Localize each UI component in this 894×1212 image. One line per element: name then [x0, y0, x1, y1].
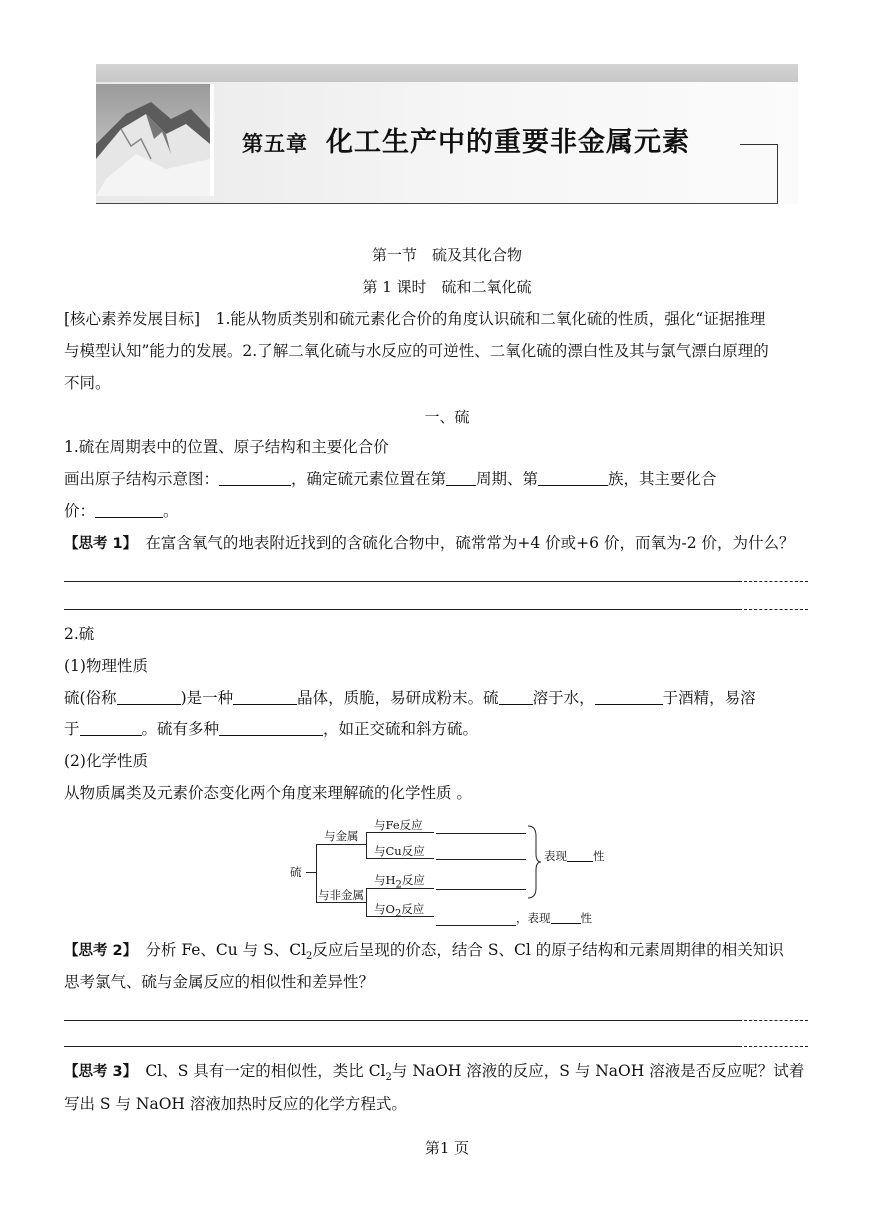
answer-line-dashed [744, 1046, 808, 1047]
chapter-number: 第五章 [242, 132, 308, 156]
answer-blank[interactable] [80, 719, 142, 736]
brace-icon [526, 824, 542, 900]
diagram-connector [306, 872, 316, 873]
think-2-line-1 [64, 940, 784, 967]
answer-line-dashed [744, 609, 808, 610]
diagram-root-sulfur: 硫 [290, 865, 302, 879]
answer-blank[interactable] [567, 850, 593, 862]
think-1-tag: 【思考 1】 [64, 536, 130, 552]
think-2-line-2: 思考氯气、硫与金属反应的相似性和差异性？ [64, 973, 375, 991]
banner-top-bar [96, 64, 798, 82]
diagram-connector [366, 832, 367, 858]
subscript: 2 [306, 951, 313, 963]
answer-line[interactable] [64, 581, 742, 582]
chapter-name: 化工生产中的重要非金属元素 [326, 127, 690, 158]
lesson-title: 第 1 课时 硫和二氧化硫 [362, 278, 532, 296]
subheading-sulfur: 2.硫 [64, 625, 95, 643]
fill-line-valence [64, 501, 179, 521]
reaction-h2 [374, 872, 425, 890]
diagram-connector [316, 844, 317, 902]
text: 溶于水， [532, 689, 595, 707]
mountain-image [96, 84, 214, 196]
answer-line[interactable] [64, 1020, 742, 1021]
text: 与 NaOH 溶液的反应，S 与 NaOH 溶液是否反应呢？试着 [391, 1062, 805, 1080]
chapter-title [242, 120, 690, 159]
think-1-text: 在富含氧气的地表附近找到的含硫化合物中，硫常常为+4 价或+6 价，而氧为-2 价，为什么？ [145, 534, 795, 552]
physical-properties-heading: (1)物理性质 [64, 657, 148, 675]
branch-nonmetal: 与非金属 [318, 888, 364, 902]
answer-blank[interactable] [446, 469, 476, 486]
banner-decor-line-vertical [777, 144, 778, 204]
text: 与H [374, 873, 396, 887]
text: 于酒精，易溶 [662, 689, 756, 707]
answer-line-dashed [744, 1020, 808, 1021]
text: 性 [593, 849, 605, 863]
answer-blank[interactable] [595, 688, 663, 705]
answer-blank[interactable] [436, 889, 526, 890]
fill-line-structure [64, 469, 717, 489]
text: 。 [163, 502, 179, 520]
section-title: 第一节 硫及其化合物 [371, 246, 522, 264]
text: ，表现 [516, 911, 551, 925]
subscript: 2 [395, 879, 402, 891]
banner-decor-line [740, 144, 778, 145]
answer-blank[interactable] [436, 925, 516, 926]
text: 价： [64, 502, 96, 520]
chemical-intro: 从物质属类及元素价态变化两个角度来理解硫的化学性质 。 [64, 784, 472, 802]
text: 与O [374, 902, 395, 916]
text: 于 [64, 720, 80, 738]
think-1 [64, 533, 795, 554]
answer-blank[interactable] [499, 688, 533, 705]
think-3-line-1 [64, 1061, 804, 1088]
page-number: 第1 页 [424, 1139, 470, 1157]
text: 硫(俗称 [64, 689, 117, 707]
text: 反应 [401, 902, 425, 916]
subheading-position: 1.硫在周期表中的位置、原子结构和主要化合价 [64, 438, 389, 456]
objectives-label: [核心素养发展目标] [64, 310, 201, 328]
text: ，如正交硫和斜方硫。 [323, 720, 479, 738]
reaction-tree-diagram [286, 814, 616, 930]
diagram-connector [316, 844, 366, 845]
subscript: 2 [385, 1072, 392, 1084]
subscript: 2 [394, 908, 402, 920]
answer-blank[interactable] [219, 469, 291, 486]
text: 。硫有多种 [141, 720, 220, 738]
objectives-text-1: 1.能从物质类别和硫元素化合价的角度认识硫和二氧化硫的性质，强化“证据推理 [215, 310, 766, 328]
physical-line-2 [64, 719, 478, 739]
text: 反应后呈现的价态，结合 S、Cl 的原子结构和元素周期律的相关知识 [312, 941, 784, 959]
answer-blank[interactable] [436, 833, 526, 834]
text: 画出原子结构示意图： [64, 470, 220, 488]
objectives-line-2: 与模型认知”能力的发展。2.了解二氧化硫与水反应的可逆性、二氧化硫的漂白性及其与氯气漂白原理的 [64, 342, 769, 360]
reaction-o2 [374, 901, 424, 919]
text: 周期、第 [476, 470, 539, 488]
think-3-line-2: 写出 S 与 NaOH 溶液加热时反应的化学方程式。 [64, 1095, 407, 1113]
text: 晶体，质脆，易研成粉末。硫 [297, 689, 499, 707]
answer-line[interactable] [64, 1046, 742, 1047]
text: 分析 Fe、Cu 与 S、Cl [145, 941, 307, 959]
text: ，确定硫元素位置在第 [291, 470, 447, 488]
answer-line[interactable] [64, 609, 742, 610]
text: 表现 [544, 849, 567, 863]
chemical-properties-heading: (2)化学性质 [64, 752, 148, 770]
property-shown-2 [516, 910, 592, 926]
answer-line-dashed [744, 581, 808, 582]
think-2-tag: 【思考 2】 [64, 943, 130, 959]
reaction-fe: 与Fe反应 [374, 818, 423, 832]
branch-metal: 与金属 [324, 829, 359, 843]
answer-blank[interactable] [219, 719, 323, 736]
text: )是一种 [180, 689, 234, 707]
text: Cl、S 具有一定的相似性，类比 Cl [145, 1062, 386, 1080]
objectives-line-1 [64, 309, 765, 329]
answer-blank[interactable] [117, 688, 181, 705]
answer-blank[interactable] [538, 469, 608, 486]
reaction-cu: 与Cu反应 [374, 844, 425, 858]
physical-line-1 [64, 688, 756, 708]
chapter-banner [96, 64, 798, 206]
answer-blank[interactable] [551, 912, 581, 924]
answer-blank[interactable] [95, 501, 163, 518]
objectives-line-3: 不同。 [64, 374, 111, 392]
think-3-tag: 【思考 3】 [64, 1064, 130, 1080]
text: 反应 [401, 873, 425, 887]
diagram-connector [366, 888, 367, 916]
property-shown-1 [544, 848, 605, 864]
part-heading-sulfur: 一、硫 [424, 408, 470, 426]
text: 族，其主要化合 [608, 470, 717, 488]
answer-blank[interactable] [233, 688, 297, 705]
answer-blank[interactable] [436, 859, 526, 860]
banner-bottom-rule [96, 203, 778, 204]
text: 性 [580, 911, 592, 925]
